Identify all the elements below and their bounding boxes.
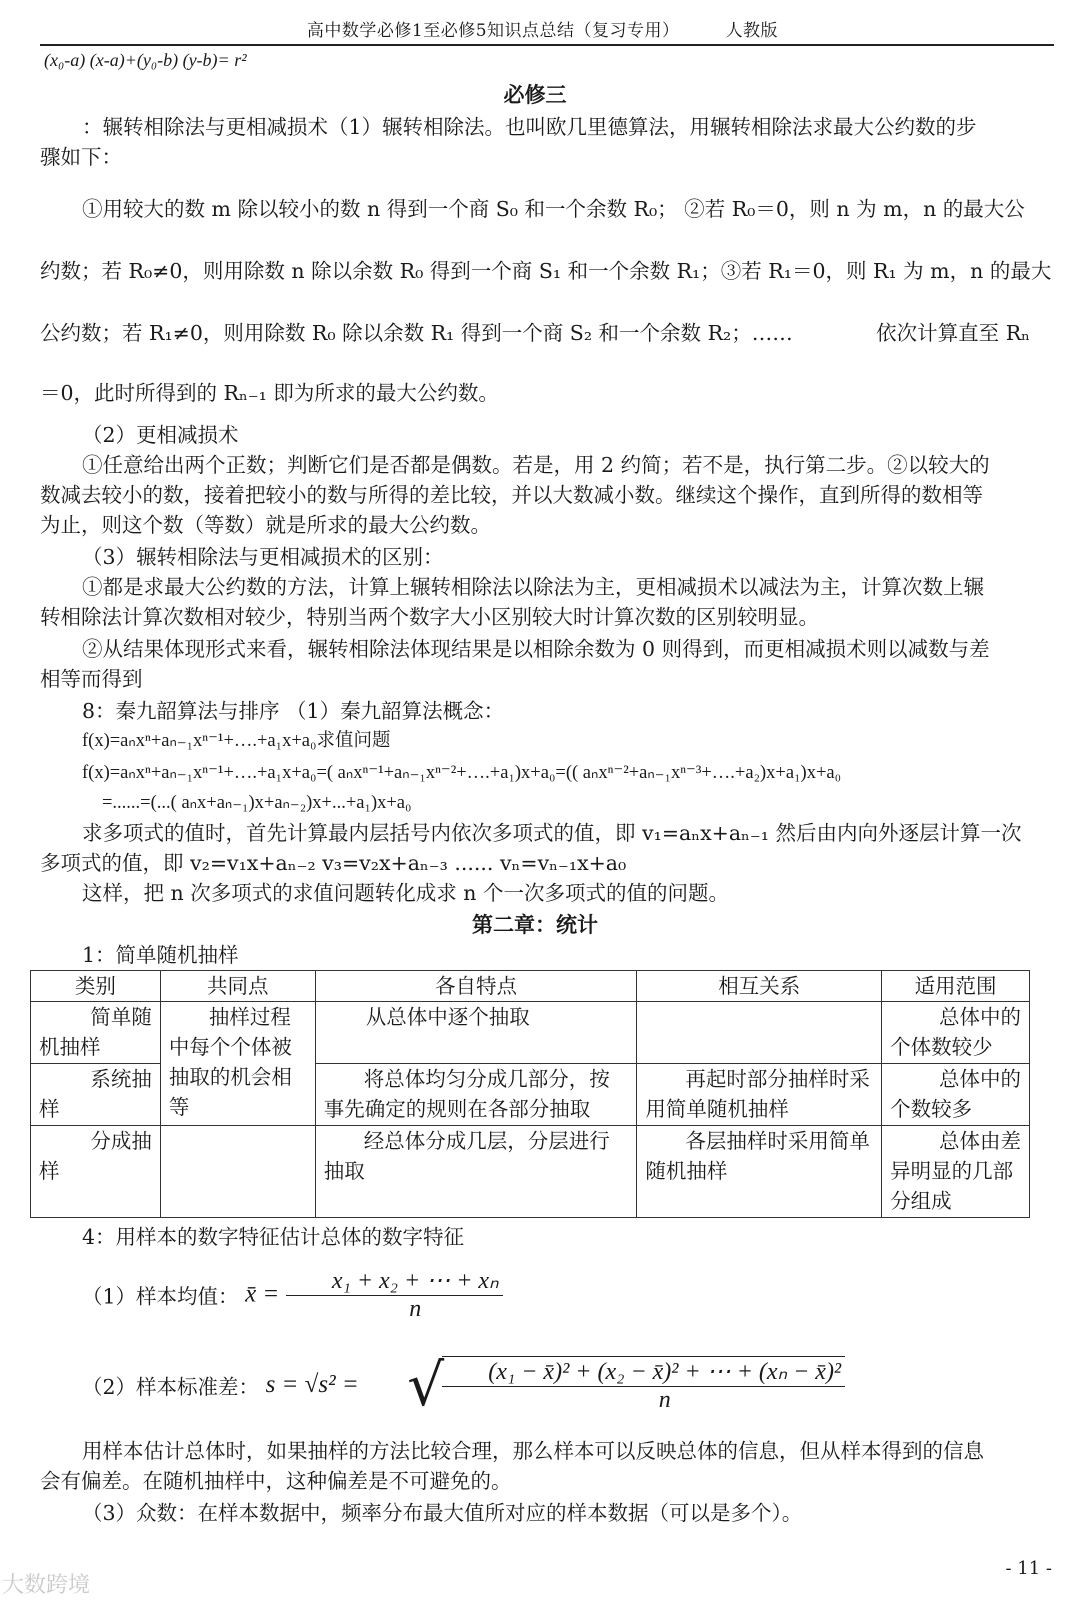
relation-cell: 各层抽样时采用简单随机抽样: [637, 1126, 882, 1218]
qin-title: 8：秦九韶算法与排序 （1）秦九韶算法概念：: [82, 699, 505, 723]
sd-denominator: n: [658, 1387, 671, 1413]
mode-definition: （3）众数：在样本数据中，频率分布最大值所对应的样本数据（可以是多个）。: [82, 1501, 803, 1525]
header-edition: 人教版: [725, 21, 779, 41]
table-header-cell: 适用范围: [882, 971, 1030, 1002]
circle-equation: (x₀-a) (x-a)+(y₀-b) (y-b)= r²: [44, 50, 247, 70]
scope-cell: 总体中的 个数较多: [882, 1064, 1030, 1126]
chapter-title: 第二章：统计: [472, 912, 598, 937]
table-row: [31, 1002, 1030, 1064]
common-cell-empty: [160, 1126, 315, 1218]
qin-formula-2: f(x)=aₙxⁿ+aₙ₋₁xⁿ⁻¹+….+a₁x+a₀=( aₙxⁿ⁻¹+aₙ₋₁xⁿ⁻²+….+a₁)x+a₀=(( aₙxⁿ⁻²+aₙ₋₁xⁿ⁻³+….+a₂)x+a₁)x+a₀: [82, 763, 842, 783]
mean-label: （1）样本均值：: [82, 1284, 239, 1309]
euclid-step3-tail: 依次计算直至 Rₙ: [876, 321, 1030, 345]
table-header-row: [31, 971, 1030, 1002]
page-number: - 11 -: [1005, 1558, 1052, 1579]
type-cell: 系统抽 样: [31, 1064, 161, 1126]
sampling-table: [30, 970, 1030, 1218]
subtract-title: （2）更相减损术: [82, 423, 239, 447]
relation-cell: [637, 1002, 882, 1064]
euclid-step3-main: 公约数；若 R₁≠0，则用除数 R₀ 除以余数 R₁ 得到一个商 S₂ 和一个余数 R₂；……: [40, 321, 793, 345]
header-rule: [40, 44, 1054, 46]
mean-numerator: x₁ + x₂ + ⋯ + xₙ: [286, 1266, 503, 1296]
feature-cell: 从总体中逐个抽取: [315, 1002, 637, 1064]
stats-p2: 会有偏差。在随机抽样中，这种偏差是不可避免的。: [40, 1469, 512, 1493]
stats-p1: 用样本估计总体时，如果抽样的方法比较合理，那么样本可以反映总体的信息，但从样本得到的信息: [82, 1439, 984, 1463]
diff-p3: ②从结果体现形式来看，辗转相除法体现结果是以相除余数为 0 则得到，而更相减损术则以减数与差: [82, 637, 990, 661]
diff-p2: 转相除法计算次数相对较少，特别当两个数字大小区别较大时计算次数的区别较明显。: [40, 605, 819, 629]
qin-p2: 多项式的值，即 v₂=v₁x+aₙ₋₂ v₃=v₂x+aₙ₋₃ ...... vₙ=vₙ₋₁x+a₀: [40, 851, 627, 875]
sampling-title: 1：简单随机抽样: [82, 943, 239, 967]
sample-sd: [40, 1351, 1030, 1436]
header-title: 高中数学必修1至必修5知识点总结（复习专用）: [306, 21, 680, 41]
table-header-cell: 共同点: [160, 971, 315, 1002]
diff-p4: 相等而得到: [40, 667, 143, 691]
diff-p1: ①都是求最大公约数的方法，计算上辗转相除法以除法为主，更相减损术以减法为主，计算次数上辗: [82, 575, 984, 599]
stats-title: 4：用样本的数字特征估计总体的数字特征: [82, 1225, 465, 1249]
euclid-step1: ①用较大的数 m 除以较小的数 n 得到一个商 S₀ 和一个余数 R₀； ②若 R₀＝0，则 n 为 m，n 的最大公: [82, 197, 1025, 221]
sample-mean: [40, 1266, 1030, 1336]
scope-cell: 总体由差 异明显的几部 分组成: [882, 1126, 1030, 1218]
mean-fraction: [286, 1266, 503, 1323]
scope-cell: 总体中的 个体数较少: [882, 1002, 1030, 1064]
type-cell: 分成抽 样: [31, 1126, 161, 1218]
table-header-cell: 类别: [31, 971, 161, 1002]
qin-p3: 这样，把 n 次多项式的求值问题转化成求 n 个一次多项式的值的问题。: [82, 881, 729, 905]
euclid-intro-cont: 骤如下：: [40, 145, 122, 169]
mean-lhs: x̄ =: [245, 1280, 280, 1308]
subtract-p3: 为止，则这个数（等数）就是所求的最大公约数。: [40, 513, 491, 537]
page-header: [30, 16, 1055, 44]
common-cell: 抽样过程中每个个体被抽取的机会相等: [160, 1002, 315, 1126]
euclid-intro: ：辗转相除法与更相减损术（1）辗转相除法。也叫欧几里德算法，用辗转相除法求最大公约数的步: [82, 115, 977, 139]
subtract-p1: ①任意给出两个正数；判断它们是否都是偶数。若是，用 2 约简；若不是，执行第二步。②以较大的: [82, 453, 990, 477]
table-header-cell: 相互关系: [637, 971, 882, 1002]
relation-cell: 再起时部分抽样时采用简单随机抽样: [637, 1064, 882, 1126]
qin-formula-3: =......=(...( aₙx+aₙ₋₁)x+aₙ₋₂)x+...+a₁)x+a₀: [102, 793, 412, 813]
watermark: 大数跨境: [2, 1573, 91, 1598]
sd-label: （2）样本标准差：: [82, 1375, 260, 1399]
feature-cell: 将总体均匀分成几部分，按事先确定的规则在各部分抽取: [315, 1064, 637, 1126]
diff-title: （3）辗转相除法与更相减损术的区别：: [82, 545, 444, 569]
sd-lhs: s = √s² =: [265, 1371, 359, 1398]
radical-sign: √: [407, 1351, 445, 1419]
sd-fraction: [442, 1356, 845, 1414]
euclid-step3: [40, 318, 1030, 348]
section-title: 必修三: [503, 82, 567, 107]
feature-cell: 经总体分成几层，分层进行抽取: [315, 1126, 637, 1218]
euclid-step2: 约数；若 R₀≠0，则用除数 n 除以余数 R₀ 得到一个商 S₁ 和一个余数 R₁；③若 R₁＝0，则 R₁ 为 m，n 的最大: [40, 259, 1052, 283]
sd-numerator: (x₁ − x̄)² + (x₂ − x̄)² + ⋯ + (xₙ − x̄)²: [442, 1357, 845, 1387]
table-header-cell: 各自特点: [315, 971, 637, 1002]
qin-p1: 求多项式的值时，首先计算最内层括号内依次多项式的值，即 v₁=aₙx+aₙ₋₁ 然后由内向外逐层计算一次: [82, 821, 1022, 845]
table-row: [31, 1126, 1030, 1218]
qin-formula-1: f(x)=aₙxⁿ+aₙ₋₁xⁿ⁻¹+….+a₁x+a₀求值问题: [82, 731, 391, 751]
euclid-conclusion: ＝0，此时所得到的 Rₙ₋₁ 即为所求的最大公约数。: [40, 381, 499, 405]
subtract-p2: 数减去较小的数，接着把较小的数与所得的差比较，并以大数减小数。继续这个操作，直到所得的数相等: [40, 483, 983, 507]
type-cell: 简单随 机抽样: [31, 1002, 161, 1064]
mean-denominator: n: [409, 1296, 422, 1322]
